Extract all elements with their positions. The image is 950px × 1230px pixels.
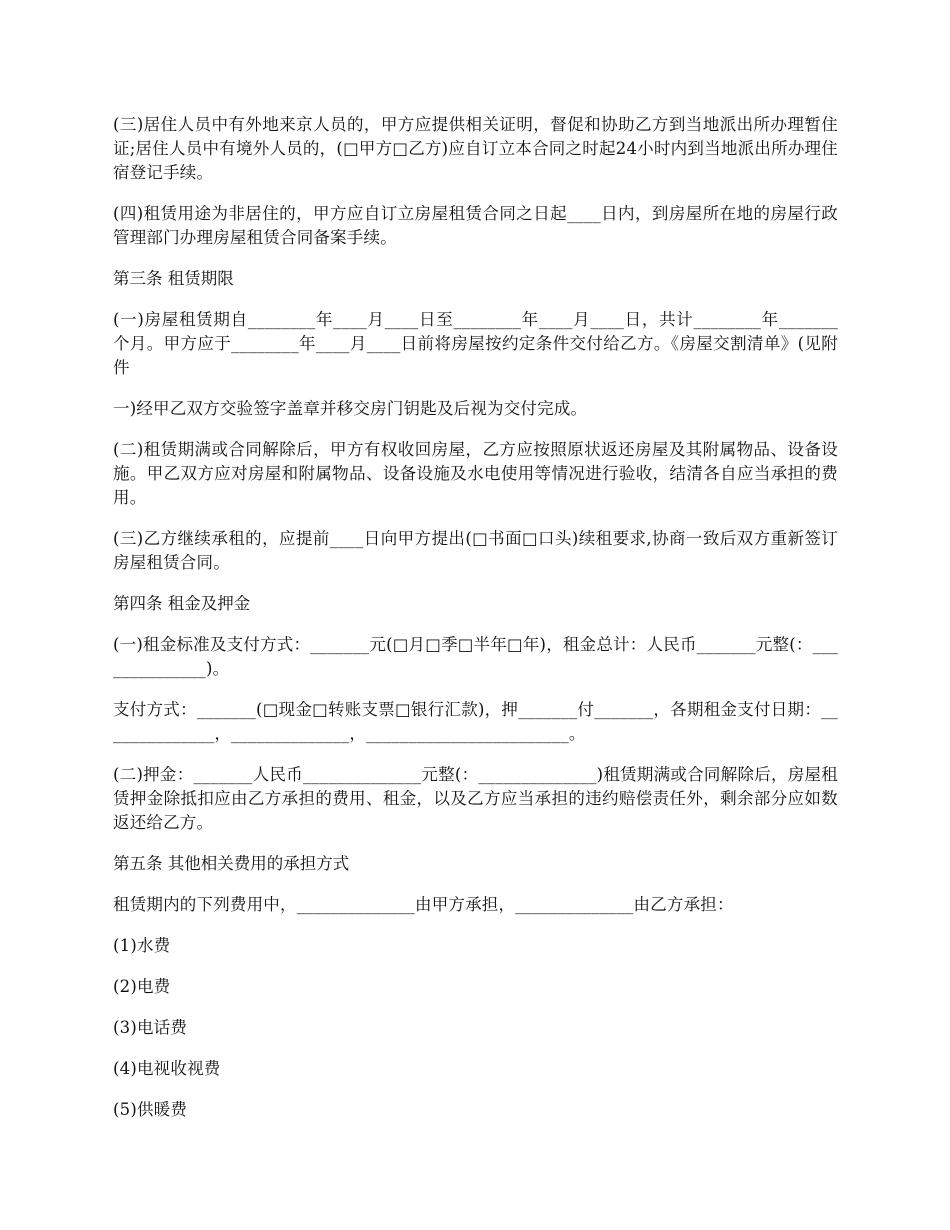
- article-3-heading: 第三条 租赁期限: [113, 269, 234, 288]
- list-item-phone-fee: (3)电话费: [113, 1018, 188, 1037]
- article-5-heading: 第五条 其他相关费用的承担方式: [113, 854, 350, 873]
- clause-lease-term: (一)房屋租赁期自________年____月____日至________年____月____日，共计________年_______个月。甲方应于________年____月____日前将房屋按约定条件交付给乙方。《房屋交割清单》(见附件: [113, 310, 838, 377]
- clause-lease-expiry-return: (二)租赁期满或合同解除后，甲方有权收回房屋，乙方应按照原状返还房屋及其附属物品、设备设施。甲乙双方应对房屋和附属物品、设备设施及水电使用等情况进行验收，结清各自应当承担的费用。: [113, 440, 838, 507]
- clause-payment-method: 支付方式：_______(□现金□转账支票□银行汇款)，押_______付_______，各期租金支付日期：______________，______________，________________________。: [113, 700, 838, 743]
- list-item-electricity-fee: (2)电费: [113, 977, 171, 996]
- list-item-water-fee: (1)水费: [113, 936, 171, 955]
- clause-lease-renewal: (三)乙方继续承租的，应提前____日向甲方提出(□书面□口头)续租要求,协商一致后双方重新签订房屋租赁合同。: [113, 529, 838, 572]
- document-body: [113, 113, 838, 1139]
- clause-3-4-non-residential-filing: (四)租赁用途为非居住的，甲方应自订立房屋租赁合同之日起____日内，到房屋所在地的房屋行政管理部门办理房屋租赁合同备案手续。: [113, 204, 838, 247]
- article-4-heading: 第四条 租金及押金: [113, 594, 251, 613]
- clause-expense-allocation: 租赁期内的下列费用中，______________由甲方承担，______________由乙方承担：: [113, 895, 734, 914]
- clause-deposit: (二)押金：_______人民币______________元整(：______________)租赁期满或合同解除后，房屋租赁押金除抵扣应由乙方承担的费用、租金，以及乙方应当承担的违约赔偿责任外，剩余部分应如数返还给乙方。: [113, 765, 838, 832]
- list-item-heating-fee: (5)供暖费: [113, 1100, 188, 1119]
- list-item-tv-fee: (4)电视收视费: [113, 1059, 221, 1078]
- clause-3-3-foreign-residents: (三)居住人员中有外地来京人员的，甲方应提供相关证明，督促和协助乙方到当地派出所办理暂住证;居住人员中有境外人员的，(□甲方□乙方)应自订立本合同之时起24小时内到当地派出所办理住宿登记手续。: [113, 115, 838, 182]
- clause-rent-standard: (一)租金标准及支付方式：_______元(□月□季□半年□年)，租金总计：人民币_______元整(：______________)。: [113, 635, 838, 678]
- clause-handover-completion: 一)经甲乙双方交验签字盖章并移交房门钥匙及后视为交付完成。: [113, 399, 588, 418]
